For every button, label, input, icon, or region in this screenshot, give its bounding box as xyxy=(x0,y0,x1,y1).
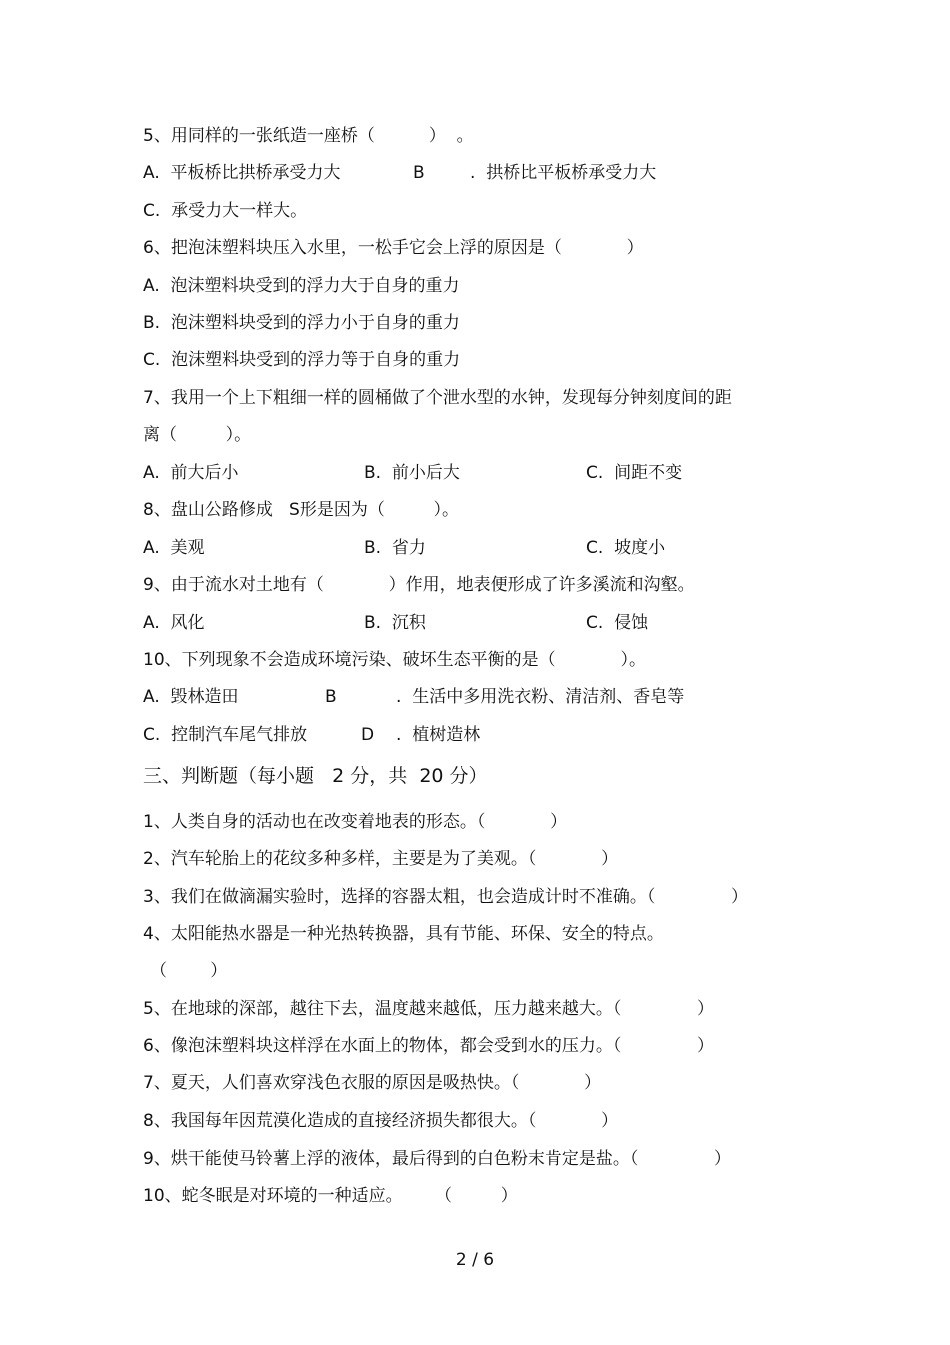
judgment-item: 10、蛇冬眠是对环境的一种适应。 （ ） xyxy=(143,1186,518,1206)
judgment-item: 6、像泡沫塑料块这样浮在水面上的物体，都会受到水的压力。（ ） xyxy=(143,1036,714,1056)
question-7-option-c: C. 间距不变 xyxy=(586,463,683,483)
question-5-option-a: A. 平板桥比拱桥承受力大 xyxy=(143,163,341,183)
question-8-option-a: A. 美观 xyxy=(143,538,205,558)
question-10-option-d-letter: D xyxy=(361,725,375,745)
judgment-item-continuation: （ ） xyxy=(150,961,228,981)
question-10-option-c: C. 控制汽车尾气排放 xyxy=(143,725,308,745)
judgment-item: 4、太阳能热水器是一种光热转换器，具有节能、环保、安全的特点。 xyxy=(143,924,664,944)
question-10-stem: 10、下列现象不会造成环境污染、破坏生态平衡的是（ ）。 xyxy=(143,650,646,670)
question-10-option-a: A. 毁林造田 xyxy=(143,687,239,707)
page-number: 2 / 6 xyxy=(455,1250,495,1270)
question-8-stem: 8、盘山公路修成 S形是因为（ ）。 xyxy=(143,500,459,520)
question-6-stem: 6、把泡沫塑料块压入水里，一松手它会上浮的原因是（ ） xyxy=(143,238,644,258)
question-7-stem-line-2: 离（ ）。 xyxy=(143,425,252,445)
question-6-option-c: C. 泡沫塑料块受到的浮力等于自身的重力 xyxy=(143,350,461,370)
section-3-heading: 三、判断题（每小题 2 分，共 20 分） xyxy=(143,765,488,787)
question-7-stem-line-1: 7、我用一个上下粗细一样的圆桶做了个泄水型的水钟，发现每分钟刻度间的距 xyxy=(143,388,732,408)
question-9-stem: 9、由于流水对土地有（ ）作用，地表便形成了许多溪流和沟壑。 xyxy=(143,575,695,595)
judgment-item: 5、在地球的深部，越往下去，温度越来越低，压力越来越大。（ ） xyxy=(143,999,714,1019)
judgment-item: 2、汽车轮胎上的花纹多种多样，主要是为了美观。（ ） xyxy=(143,849,619,869)
judgment-item: 3、我们在做滴漏实验时，选择的容器太粗，也会造成计时不准确。（ ） xyxy=(143,887,748,907)
judgment-item: 1、人类自身的活动也在改变着地表的形态。（ ） xyxy=(143,812,568,832)
question-8-option-c: C. 坡度小 xyxy=(586,538,666,558)
question-10-option-b-letter: B xyxy=(325,687,337,707)
question-5-option-c: C. 承受力大一样大。 xyxy=(143,201,308,221)
question-7-option-a: A. 前大后小 xyxy=(143,463,239,483)
question-6-option-b: B. 泡沫塑料块受到的浮力小于自身的重力 xyxy=(143,313,460,333)
question-7-option-b: B. 前小后大 xyxy=(364,463,460,483)
question-6-option-a: A. 泡沫塑料块受到的浮力大于自身的重力 xyxy=(143,276,460,296)
question-9-option-b: B. 沉积 xyxy=(364,613,426,633)
judgment-item: 7、夏天，人们喜欢穿浅色衣服的原因是吸热快。（ ） xyxy=(143,1073,602,1093)
question-10-option-d-text: . 植树造林 xyxy=(396,725,481,745)
question-9-option-c: C. 侵蚀 xyxy=(586,613,649,633)
question-9-option-a: A. 风化 xyxy=(143,613,205,633)
question-5-option-b-letter: B xyxy=(413,163,425,183)
question-10-option-b-text: . 生活中多用洗衣粉、清洁剂、香皂等 xyxy=(396,687,685,707)
question-5-option-b-text: . 拱桥比平板桥承受力大 xyxy=(470,163,657,183)
question-5-stem: 5、用同样的一张纸造一座桥（ ） 。 xyxy=(143,126,474,146)
question-8-option-b: B. 省力 xyxy=(364,538,426,558)
judgment-item: 8、我国每年因荒漠化造成的直接经济损失都很大。（ ） xyxy=(143,1111,619,1131)
judgment-item: 9、烘干能使马铃薯上浮的液体，最后得到的白色粉末肯定是盐。（ ） xyxy=(143,1149,731,1169)
